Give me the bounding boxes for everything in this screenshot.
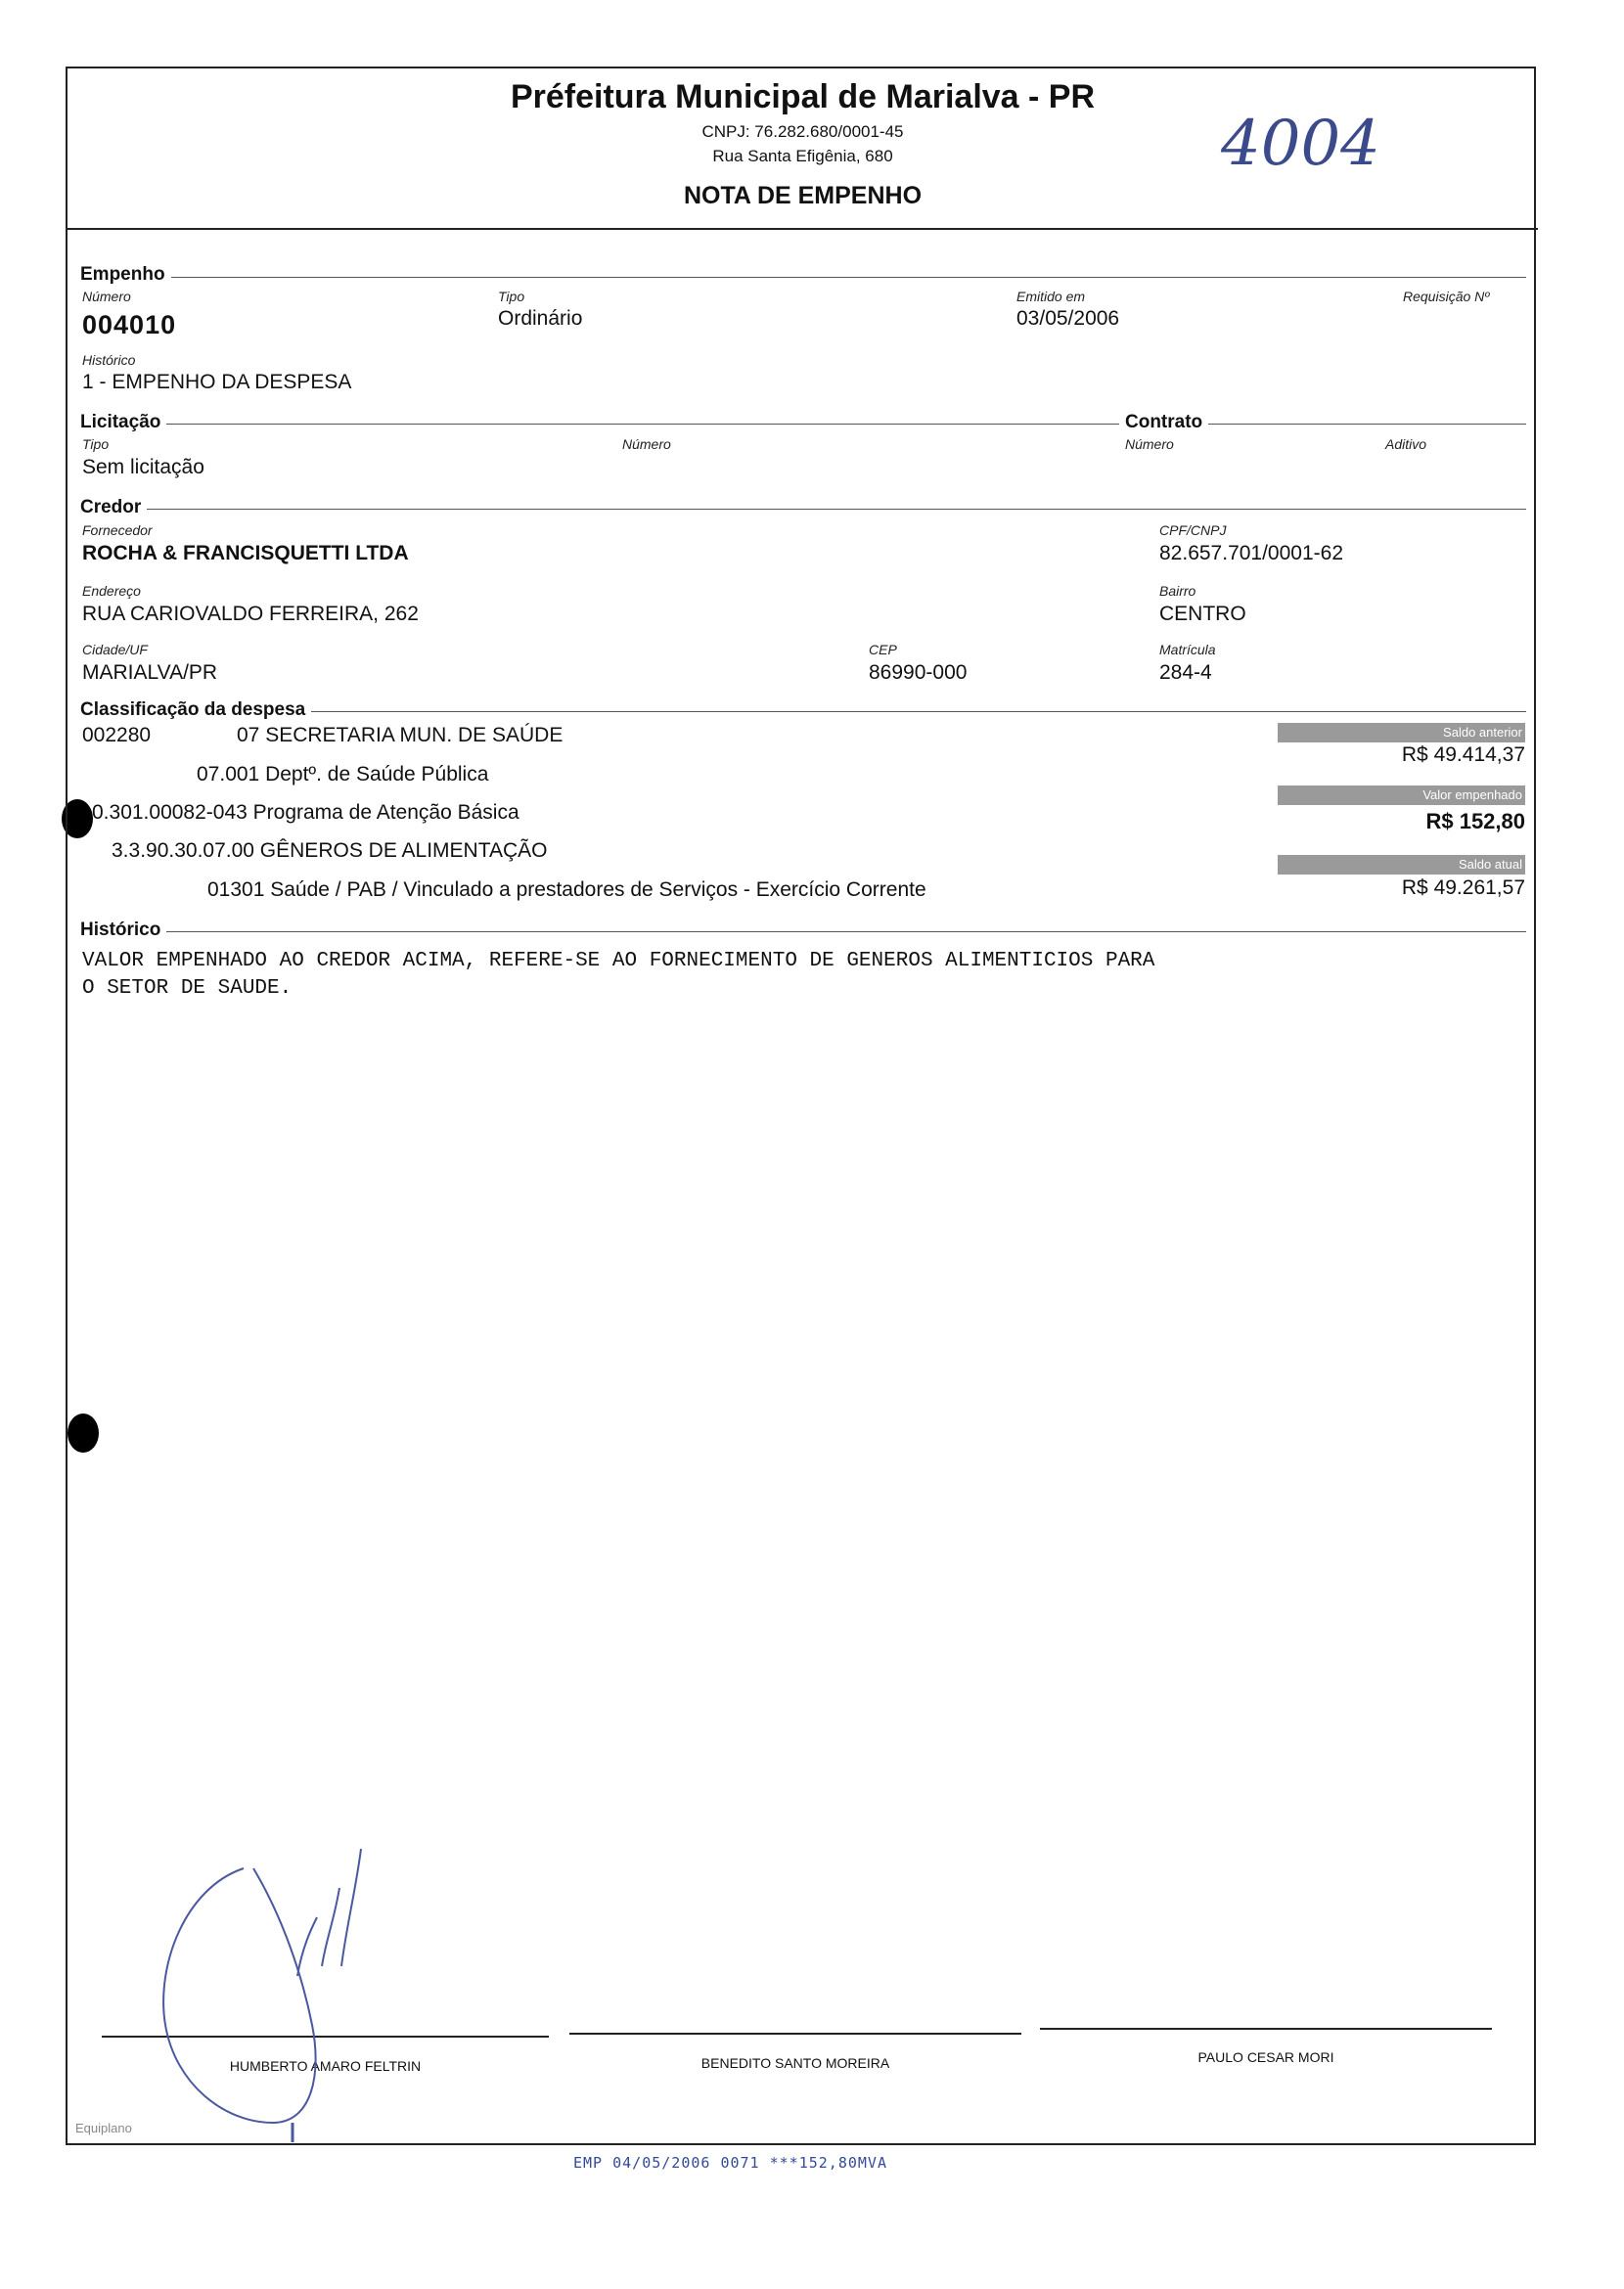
header-divider: [68, 228, 1538, 230]
handwritten-signature: [126, 1829, 518, 2142]
credor-rule: [80, 509, 1526, 510]
contrato-numero-label: Número: [1125, 436, 1174, 452]
credor-section-title: Credor: [80, 497, 147, 518]
cidade-value: MARIALVA/PR: [82, 661, 218, 684]
signatory-3: PAULO CESAR MORI: [1197, 2049, 1334, 2065]
contrato-section-title: Contrato: [1119, 412, 1208, 433]
saldo-anterior-label: Saldo anterior: [1278, 723, 1525, 742]
historico-line-2: O SETOR DE SAUDE.: [82, 977, 293, 1000]
licitacao-rule: [80, 424, 1526, 425]
classificacao-fonte: 01301 Saúde / PAB / Vinculado a prestadores de Serviços - Exercício Corrente: [207, 878, 926, 901]
classificacao-elemento: 3.3.90.30.07.00 GÊNEROS DE ALIMENTAÇÃO: [112, 839, 548, 862]
empenho-historico: 1 - EMPENHO DA DESPESA: [82, 371, 352, 393]
licitacao-section-title: Licitação: [80, 412, 166, 433]
bairro-label: Bairro: [1159, 583, 1196, 599]
fornecedor-label: Fornecedor: [82, 522, 153, 538]
signature-line-3: [1040, 2028, 1492, 2030]
empenho-tipo: Ordinário: [498, 307, 583, 330]
licitacao-tipo-label: Tipo: [82, 436, 110, 452]
valor-empenhado-label: Valor empenhado: [1278, 785, 1525, 805]
classificacao-programa: 0.301.00082-043 Programa de Atenção Básica: [92, 801, 519, 824]
saldo-atual-label: Saldo atual: [1278, 855, 1525, 875]
emitido-label: Emitido em: [1016, 289, 1086, 304]
cidade-label: Cidade/UF: [82, 642, 148, 657]
classificacao-departamento: 07.001 Deptº. de Saúde Pública: [197, 763, 489, 785]
handwritten-number: 4004: [1221, 108, 1380, 180]
classificacao-code: 002280: [82, 724, 152, 746]
empenho-tipo-label: Tipo: [498, 289, 525, 304]
matricula-label: Matrícula: [1159, 642, 1216, 657]
document-title: NOTA DE EMPENHO: [683, 182, 923, 209]
fornecedor-name: ROCHA & FRANCISQUETTI LTDA: [82, 542, 409, 564]
empenho-rule: [80, 277, 1526, 278]
valor-empenhado-value: R$ 152,80: [1425, 809, 1525, 833]
bairro-value: CENTRO: [1159, 603, 1246, 625]
emitido-date: 03/05/2006: [1016, 307, 1120, 330]
footer-brand: Equiplano: [75, 2121, 132, 2135]
empenho-section-title: Empenho: [80, 264, 171, 286]
licitacao-tipo: Sem licitação: [82, 456, 204, 478]
classificacao-section-title: Classificação da despesa: [80, 699, 311, 721]
matricula-value: 284-4: [1159, 661, 1212, 684]
cnpj-text: CNPJ: 76.282.680/0001-45: [701, 122, 904, 141]
saldo-anterior-value: R$ 49.414,37: [1401, 743, 1525, 766]
page-title: Préfeitura Municipal de Marialva - PR: [510, 78, 1096, 115]
address-text: Rua Santa Efigênia, 680: [712, 147, 893, 165]
cep-value: 86990-000: [869, 661, 968, 684]
cpf-cnpj-label: CPF/CNPJ: [1159, 522, 1227, 538]
empenho-historico-label: Histórico: [82, 352, 136, 368]
licitacao-numero-label: Número: [622, 436, 671, 452]
signature-line-2: [569, 2033, 1021, 2035]
saldo-atual-value: R$ 49.261,57: [1401, 876, 1525, 899]
endereco-label: Endereço: [82, 583, 141, 599]
empenho-numero-label: Número: [82, 289, 131, 304]
requisicao-label: Requisição Nº: [1403, 289, 1490, 304]
processing-stamp: EMP 04/05/2006 0071 ***152,80MVA: [573, 2154, 887, 2172]
contrato-aditivo-label: Aditivo: [1385, 436, 1427, 452]
historico-rule: [80, 931, 1526, 932]
cep-label: CEP: [869, 642, 897, 657]
historico-line-1: VALOR EMPENHADO AO CREDOR ACIMA, REFERE-SE AO FORNECIMENTO DE GENEROS ALIMENTICIOS PARA: [82, 950, 1155, 972]
empenho-numero: 004010: [82, 310, 177, 339]
historico-section-title: Histórico: [80, 920, 166, 941]
signatory-2: BENEDITO SANTO MOREIRA: [700, 2055, 890, 2071]
document-frame: [66, 67, 1536, 2145]
signatory-1: HUMBERTO AMARO FELTRIN: [229, 2058, 422, 2074]
classificacao-secretaria: 07 SECRETARIA MUN. DE SAÚDE: [237, 724, 564, 746]
endereco-value: RUA CARIOVALDO FERREIRA, 262: [82, 603, 419, 625]
cpf-cnpj-value: 82.657.701/0001-62: [1159, 542, 1344, 564]
